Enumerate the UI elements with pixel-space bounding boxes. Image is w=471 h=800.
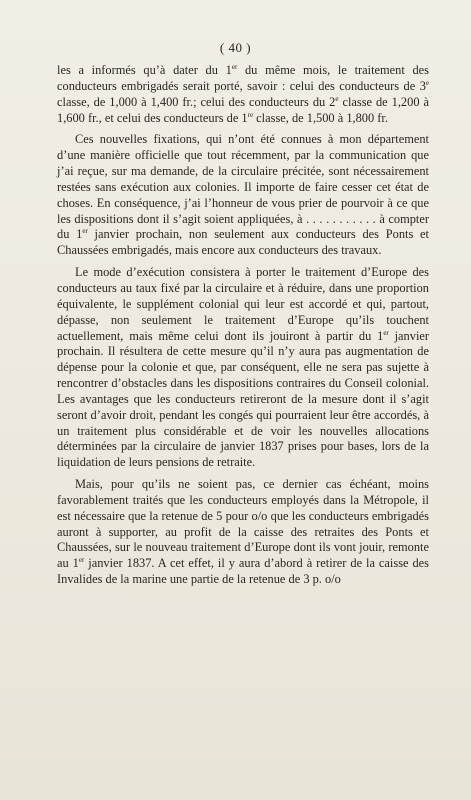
text-run: Ces nouvelles fixations, qui n’ont été connues à mon département d’une manière officielle que tout récemment, par la communication que j’ai reçue, sur ma demande, de la circulaire précitée, sont nécessairement restées sans exécution aux colonies. Il importe de faire cesser cet état de choses. En conséquence, j’ai l’honneur de vous prier de pourvoir à ce que les dispositions dont il s’agit soient appliquées, à . . . . . . . . . . . à compter du 1 (57, 132, 429, 242)
text-run: classe, de 1,000 à 1,400 fr.; celui des conducteurs du 2 (57, 94, 336, 109)
ordinal-superscript: e (425, 78, 429, 87)
ordinal-superscript: e (335, 94, 339, 103)
text-run: du même mois, le traitement des conducteurs embrigadés serait porté, savoir : celui des conducteurs de 3 (57, 63, 430, 93)
text-run: Le mode d’exécution consistera à porter le traitement d’Europe des conducteurs au taux fixé par la circulaire et à réduire, dans une proportion équivalente, le supplément colonial qui leur est accordé et qui, partout, dépasse, non seulement le traitement d’Europe qu’ils touchent actuellement, mais même celui dont ils jouiront à partir du 1 (57, 265, 429, 343)
text-run: classe de 1,200 à 1,600 fr., et celui des conducteurs de 1 (57, 94, 429, 125)
text-run: janvier 1837. A cet effet, il y aura d’abord à retirer de la caisse des Invalides de la marine une partie de la retenue de 3 p. o/o (57, 556, 429, 587)
ordinal-superscript: er (383, 328, 389, 337)
text-run: janvier prochain. Il résultera de cette mesure qu’il n’y aura pas augmentation de dépense pour la colonie et que, par conséquent, elle ne sera pas sujette à rencontrer d’obstacles dans les dispositions contraires du Conseil colonial. Les avantages que les conducteurs retireront de la mesure dont il s’agit seront d’avoir droit, pendant les congés qui pourraient leur être accordés, à un traitement plus considérable et de voir les nouvelles allocations déterminées par la circulaire de janvier 1837 prises pour bases, lors de la liquidation de leurs pensions de retraite. (57, 328, 430, 470)
ordinal-superscript: er (231, 63, 238, 71)
page-number: ( 40 ) (219, 40, 252, 55)
paragraph (57, 132, 429, 259)
text-run: janvier prochain, non seulement aux conducteurs des Ponts et Chaussées embrigadés, mais encore aux conducteurs des travaux. (57, 227, 429, 258)
body-text (57, 63, 429, 594)
paragraph (57, 63, 429, 126)
ordinal-superscript: er (82, 227, 88, 236)
ordinal-superscript: er (78, 556, 85, 565)
text-run: les a informés qu’à dater du 1 (57, 63, 232, 77)
text-run: Mais, pour qu’ils ne soient pas, ce dernier cas échéant, moins favorablement traités que les conducteurs employés dans la Métropole, il est nécessaire que la retenue de 5 pour o/o que les conducteurs embrigadés auront à supporter, au profit de la caisse des retraites des Ponts et Chaussées, sur le nouveau traitement d’Europe dont ils vont jouir, remonte au 1 (57, 477, 429, 571)
ordinal-superscript: re (247, 110, 254, 119)
text-run: classe, de 1,500 à 1,800 fr. (253, 110, 388, 125)
paragraph (57, 477, 429, 588)
paragraph (57, 265, 429, 471)
